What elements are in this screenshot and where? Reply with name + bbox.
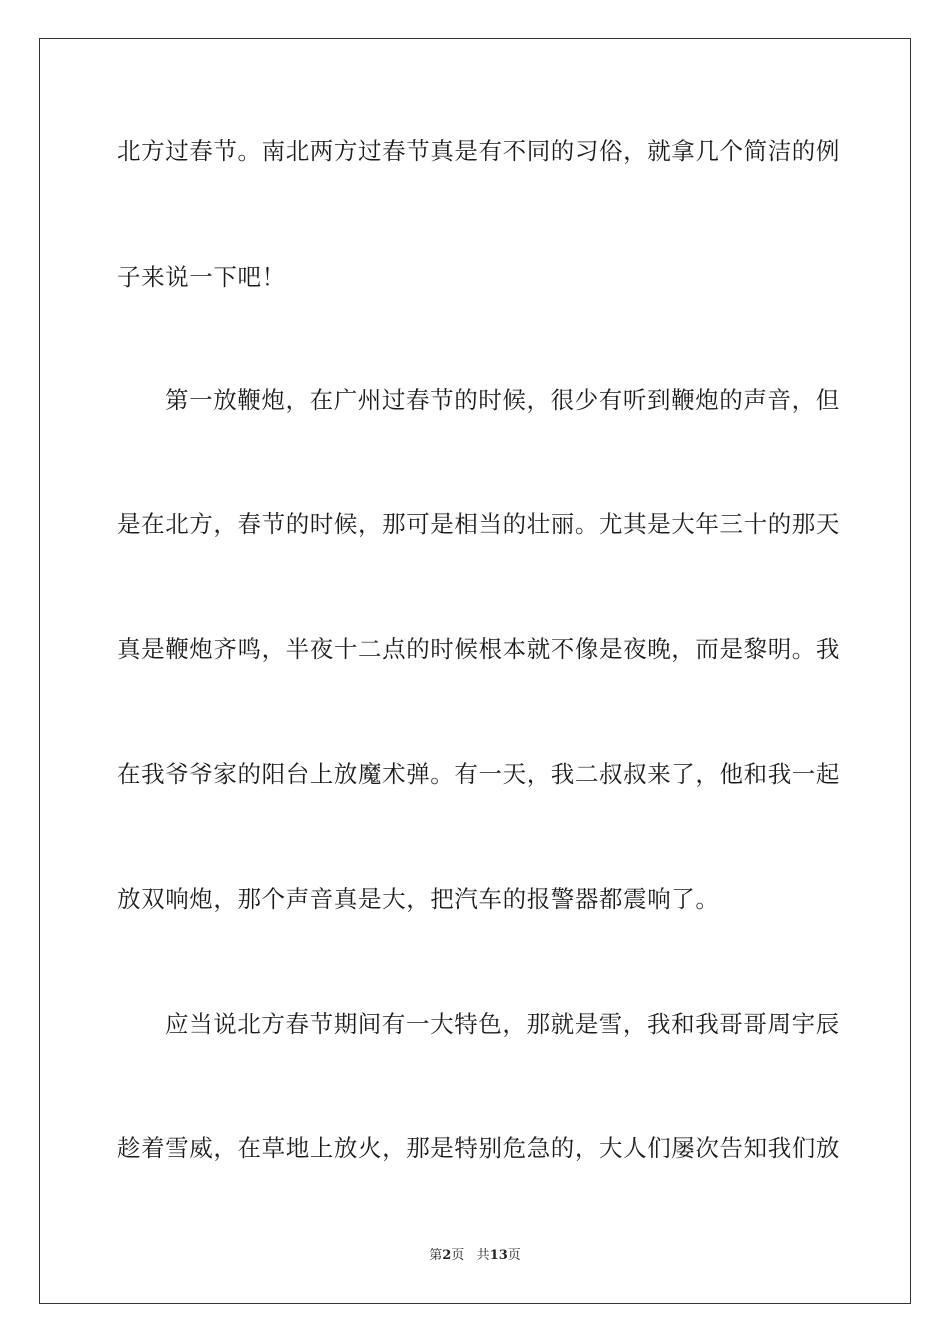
footer-page-suffix: 页: [451, 1248, 465, 1263]
footer-total-suffix: 页: [507, 1248, 521, 1263]
body-text-line-5: 真是鞭炮齐鸣，半夜十二点的时候根本就不像是夜晚，而是黎明。我: [117, 635, 840, 663]
body-text-line-6: 在我爷爷家的阳台上放魔术弹。有一天，我二叔叔来了，他和我一起: [117, 760, 840, 788]
body-text-line-4: 是在北方，春节的时候，那可是相当的壮丽。尤其是大年三十的那天: [117, 510, 840, 538]
page-footer: [0, 1247, 950, 1265]
body-text-line-2: 子来说一下吧！: [117, 263, 286, 291]
body-text-line-7: 放双响炮，那个声音真是大，把汽车的报警器都震响了。: [117, 885, 720, 913]
body-text-line-8: 应当说北方春节期间有一大特色，那就是雪，我和我哥哥周宇辰: [165, 1010, 840, 1038]
body-text-line-9: 趁着雪威，在草地上放火，那是特别危急的，大人们屡次告知我们放: [117, 1134, 840, 1162]
page-border: [39, 38, 911, 1304]
body-text-line-1: 北方过春节。南北两方过春节真是有不同的习俗，就拿几个简洁的例: [117, 137, 840, 165]
footer-page-number: 2: [442, 1248, 452, 1263]
footer-total-prefix: 共: [476, 1248, 490, 1263]
footer-total-pages: 13: [489, 1248, 508, 1263]
body-text-line-3: 第一放鞭炮，在广州过春节的时候，很少有听到鞭炮的声音，但: [165, 386, 840, 414]
footer-page-prefix: 第: [429, 1248, 443, 1263]
